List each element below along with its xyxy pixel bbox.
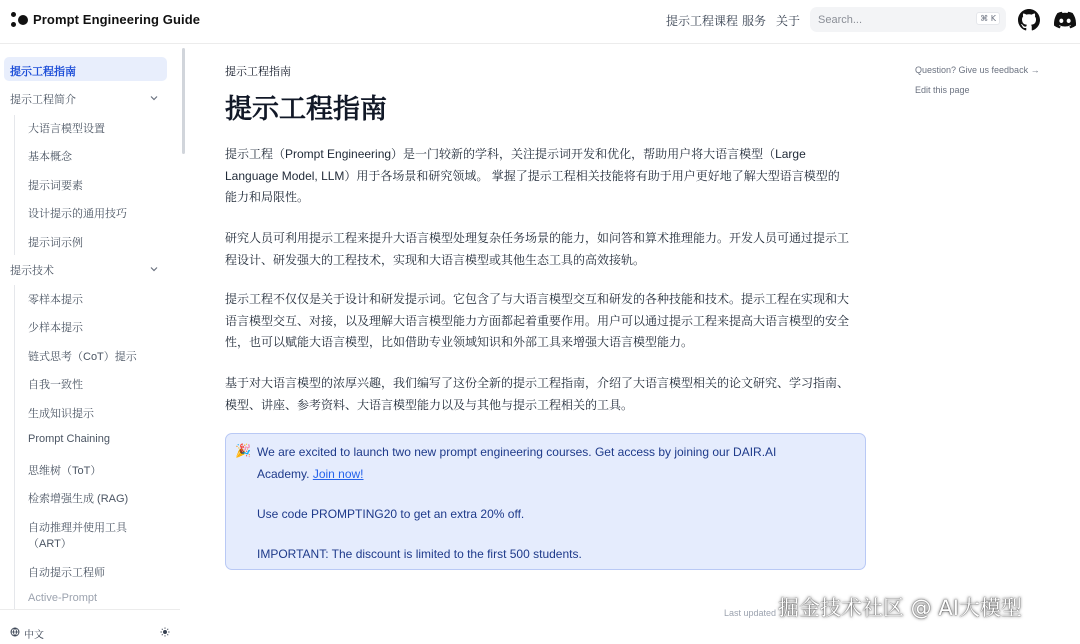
paragraph-line: 提示工程（Prompt Engineering）是一门较新的学科，关注提示词开发和优化，帮助用户将大语言模型（Large [225, 147, 806, 161]
sidebar-item-label: 思维树（ToT） [28, 465, 102, 477]
sidebar-item-intro[interactable] [0, 91, 168, 107]
sidebar-item-label: 提示技术 [10, 265, 54, 277]
sidebar-item-label: （ART） [28, 538, 72, 550]
sidebar-item-art[interactable] [0, 519, 168, 551]
callout-line [257, 463, 847, 485]
sidebar-item-label: 基本概念 [28, 151, 72, 163]
sidebar-item-label: 少样本提示 [28, 322, 83, 334]
site-brand[interactable]: Prompt Engineering Guide [33, 12, 201, 27]
callout-line: Use code PROMPTING20 to get an extra 20% off. [257, 507, 525, 521]
paragraph-line: 基于对大语言模型的浓厚兴趣，我们编写了这份全新的提示工程指南，介绍了大语言模型相关的论文研究、学习指南、 [225, 376, 850, 390]
sidebar-item-label: 自动推理并使用工具 [28, 522, 127, 534]
sidebar-item-label: 检索增强生成 (RAG) [28, 493, 129, 505]
sidebar-divider [14, 115, 15, 255]
page-title: 提示工程指南 [225, 94, 387, 125]
nav-link-about[interactable]: 关于 [776, 14, 801, 28]
sidebar-item-label: 自动提示工程师 [28, 567, 105, 579]
breadcrumb[interactable]: 提示工程指南 [225, 66, 291, 78]
feedback-link[interactable]: Question? Give us feedback → [915, 65, 1040, 75]
sidebar-item-label: 提示工程指南 [10, 66, 76, 78]
party-popper-icon: 🎉 [235, 443, 252, 458]
paragraph-line: 研究人员可利用提示工程来提升大语言模型处理复杂任务场景的能力，如问答和算术推理能力。开发人员可通过提示工 [225, 231, 850, 245]
search-shortcut-hint: ⌘ K [976, 12, 1000, 25]
paragraph-line: 提示工程不仅仅是关于设计和研发提示词。它包含了与大语言模型交互和研发的各种技能和技术。提示工程在实现和大 [225, 292, 850, 306]
nav-link-courses[interactable]: 提示工程课程 [666, 14, 739, 28]
callout-line: We are excited to launch two new prompt engineering courses. Get access by joining our DAIR.AI [257, 445, 777, 459]
language-icon[interactable] [10, 627, 20, 637]
sidebar-item-label: 链式思考（CoT）提示 [28, 351, 137, 363]
sidebar-item-label: Prompt Chaining [28, 433, 110, 445]
theme-toggle-icon[interactable] [160, 627, 170, 637]
sidebar-item-label: Active-Prompt [28, 592, 98, 604]
sidebar-item-label: 零样本提示 [28, 294, 83, 306]
sidebar-item-label: 设计提示的通用技巧 [28, 208, 127, 220]
watermark: 掘金技术社区 @ AI大模型 [778, 596, 1022, 620]
paragraph-line: Language Model, LLM）用于各场景和研究领域。 掌握了提示工程相关技能将有助于用户更好地了解大型语言模型的 [225, 168, 840, 183]
paragraph-research [225, 228, 870, 271]
sidebar-item-techniques[interactable] [0, 262, 168, 278]
sidebar-item-label: 生成知识提示 [28, 408, 94, 420]
top-navbar [0, 0, 1080, 44]
sidebar [0, 45, 180, 644]
sidebar-item-label: 提示工程简介 [10, 94, 76, 106]
search-box[interactable] [810, 7, 1006, 32]
paragraph-line: 性，也可以赋能大语言模型，比如借助专业领域知识和外部工具来增强大语言模型能力。 [225, 335, 694, 350]
github-icon[interactable] [1018, 9, 1040, 31]
chevron-down-icon[interactable] [149, 264, 159, 274]
search-input[interactable] [818, 11, 968, 28]
sidebar-scrollbar[interactable] [182, 48, 185, 154]
callout-line: IMPORTANT: The discount is limited to the first 500 students. [257, 547, 582, 561]
paragraph-line: 能力和局限性。 [225, 190, 310, 205]
edit-page-link[interactable]: Edit this page [915, 85, 970, 95]
paragraph-line: 程设计、研发强大的工程技术，实现和大语言模型或其他生态工具的高效接轨。 [225, 252, 646, 267]
chevron-down-icon[interactable] [149, 93, 159, 103]
discord-icon[interactable] [1054, 9, 1076, 31]
sidebar-item-label: 提示词示例 [28, 237, 83, 249]
last-updated-text: Last updated [724, 608, 777, 618]
nav-link-services[interactable]: 服务 [742, 14, 767, 28]
announcement-callout [225, 433, 866, 570]
sidebar-divider [14, 285, 15, 615]
language-switcher[interactable]: 中文 [24, 630, 44, 641]
sidebar-item-label: 提示词要素 [28, 180, 83, 192]
paragraph-line: 模型、讲座、参考资料、大语言模型能力以及与其他与提示工程相关的工具。 [225, 397, 634, 412]
callout-text-span: Academy. [257, 467, 313, 481]
logo-icon[interactable] [10, 10, 30, 30]
paragraph-intro [225, 144, 870, 209]
sidebar-item-label: 大语言模型设置 [28, 123, 105, 135]
sidebar-item-label: 自我一致性 [28, 379, 83, 391]
sidebar-item-guide[interactable] [4, 57, 167, 81]
join-now-link[interactable]: Join now! [312, 467, 364, 481]
paragraph-guide [225, 373, 870, 416]
sidebar-footer [0, 609, 180, 644]
paragraph-line: 语言模型交互、对接，以及理解大语言模型能力方面都起着重要作用。用户可以通过提示工程来提高大语言模型的安全 [225, 313, 850, 328]
paragraph-scope [225, 289, 870, 354]
